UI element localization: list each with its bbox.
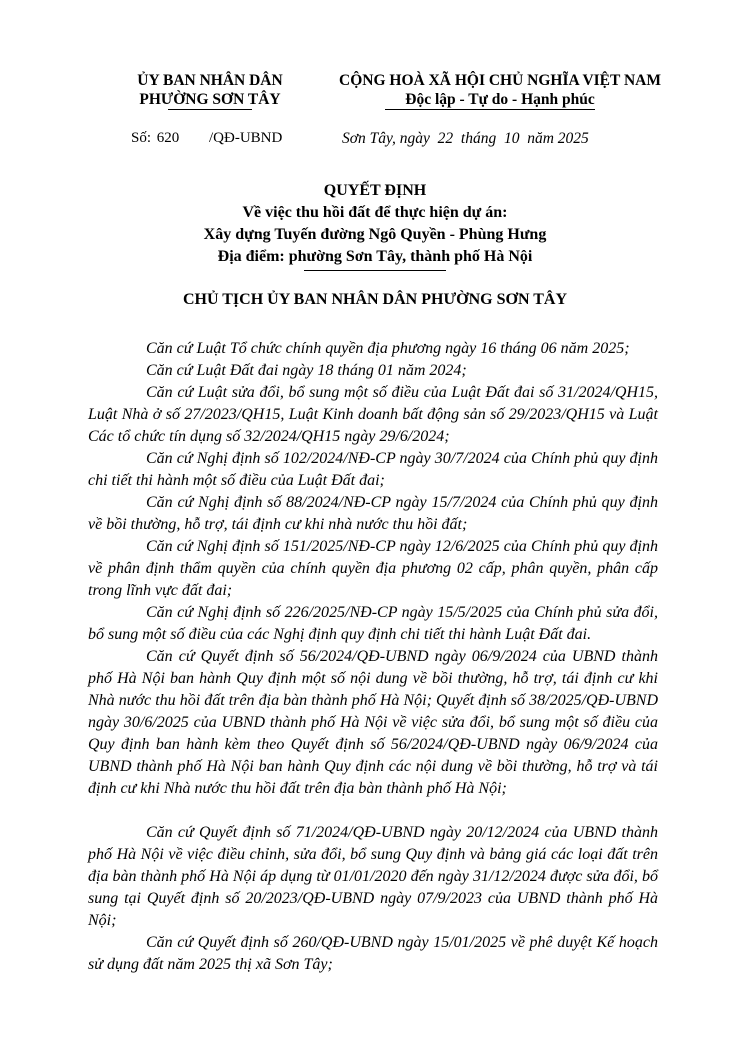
- legal-basis-8: Căn cứ Quyết định số 56/2024/QĐ-UBND ngày 06/9/2024 của UBND thành phố Hà Nội ban hành Quy định một số nội dung về bồi thường, hỗ trợ, tái định cư khi Nhà nước thu hồi đất trên địa bàn thành phố Hà Nội; Quyết định số 38/2025/QĐ-UBND ngày 30/6/2025 của UBND thành phố Hà Nội về việc sửa đổi, bổ sung một số điều của Quy định ban hành kèm theo Quyết định số 56/2024/QĐ-UBND ngày 06/9/2024 của UBND thành phố Hà Nội ban hành Quy định các nội dung về bồi thường, hỗ trợ và tái định cư khi Nhà nước thu hồi đất trên địa bàn thành phố Hà Nội;: [88, 648, 658, 797]
- legal-basis-5: Căn cứ Nghị định số 88/2024/NĐ-CP ngày 15/7/2024 của Chính phủ quy định về bồi thường, hỗ trợ, tái định cư khi nhà nước thu hồi đất;: [88, 494, 658, 533]
- decision-number: [131, 128, 282, 148]
- title-underline: [304, 270, 446, 271]
- authority-heading: CHỦ TỊCH ỦY BAN NHÂN DÂN PHƯỜNG SƠN TÂY: [182, 291, 568, 308]
- legal-basis-9: Căn cứ Quyết định số 71/2024/QĐ-UBND ngày 20/12/2024 của UBND thành phố Hà Nội về việc điều chỉnh, sửa đổi, bổ sung Quy định và bảng giá các loại đất trên địa bàn thành phố Hà Nội áp dụng từ 01/01/2020 đến ngày 31/12/2024 được sửa đổi, bổ sung tại Quyết định số 20/2023/QĐ-UBND ngày 07/9/2023 của UBND thành phố Hà Nội;: [88, 824, 658, 929]
- motto-underline: [385, 109, 595, 110]
- legal-basis-4: Căn cứ Nghị định số 102/2024/NĐ-CP ngày 30/7/2024 của Chính phủ quy định chi tiết thi hành một số điều của Luật Đất đai;: [88, 450, 658, 489]
- legal-basis-6: Căn cứ Nghị định số 151/2025/NĐ-CP ngày 12/6/2025 của Chính phủ quy định về phân định thẩm quyền của chính quyền địa phương 02 cấp, phân quyền, phân cấp trong lĩnh vực đất đai;: [88, 538, 658, 599]
- agency-line-1: ỦY BAN NHÂN DÂN: [137, 72, 283, 89]
- legal-basis-10: Căn cứ Quyết định số 260/QĐ-UBND ngày 15/01/2025 về phê duyệt Kế hoạch sử dụng đất năm 2025 thị xã Sơn Tây;: [88, 934, 658, 973]
- title-line-1: QUYẾT ĐỊNH: [323, 182, 427, 199]
- agency-name: [110, 71, 310, 109]
- title-line-4: Địa điểm: phường Sơn Tây, thành phố Hà Nội: [217, 248, 533, 265]
- country-line-2: Độc lập - Tự do - Hạnh phúc: [405, 91, 595, 108]
- place-date: Sơn Tây, ngày 22 tháng 10 năm 2025: [342, 130, 589, 147]
- country-line-1: CỘNG HOÀ XÃ HỘI CHỦ NGHĨA VIỆT NAM: [339, 72, 661, 89]
- number-suffix: /QĐ-UBND: [209, 130, 283, 146]
- agency-line-2: PHƯỜNG SƠN TÂY: [139, 91, 281, 108]
- number-label: Số:: [131, 130, 152, 146]
- title-line-2: Về việc thu hồi đất để thực hiện dự án:: [242, 204, 508, 221]
- decision-title: [90, 180, 660, 268]
- legal-basis-1: Căn cứ Luật Tổ chức chính quyền địa phương ngày 16 tháng 06 năm 2025;: [146, 340, 630, 357]
- legal-basis-2: Căn cứ Luật Đất đai ngày 18 tháng 01 năm 2024;: [146, 362, 467, 379]
- number-value: 620: [156, 130, 180, 146]
- legal-basis-7: Căn cứ Nghị định số 226/2025/NĐ-CP ngày 15/5/2025 của Chính phủ sửa đổi, bổ sung một số điều của các Nghị định quy định chi tiết thi hành Luật Đất đai.: [88, 604, 658, 643]
- legal-basis-3: Căn cứ Luật sửa đổi, bổ sung một số điều của Luật Đất đai số 31/2024/QH15, Luật Nhà ở số 27/2023/QH15, Luật Kinh doanh bất động sản số 29/2023/QH15 và Luật Các tổ chức tín dụng số 32/2024/QH15 ngày 29/6/2024;: [88, 384, 658, 445]
- title-line-3: Xây dựng Tuyến đường Ngô Quyền - Phùng Hưng: [203, 226, 547, 243]
- agency-underline: [168, 109, 252, 110]
- country-motto: [300, 71, 700, 109]
